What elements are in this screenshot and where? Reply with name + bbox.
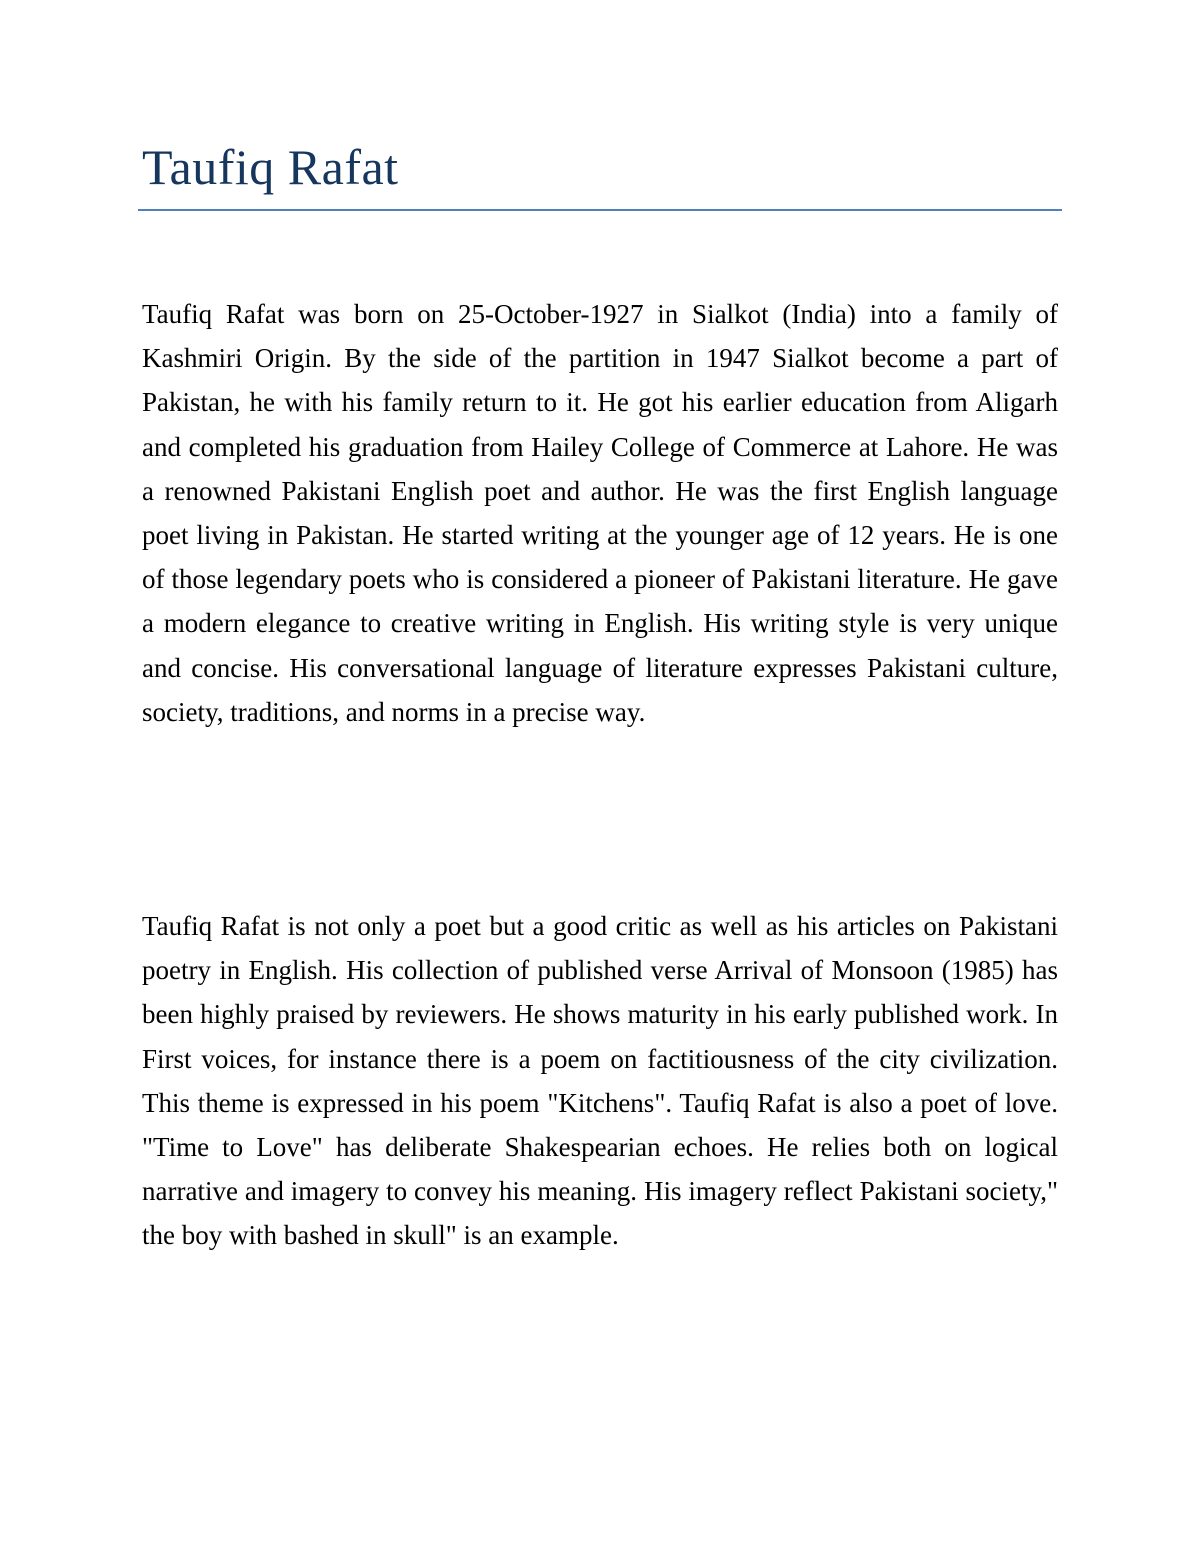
paragraph-biography: Taufiq Rafat was born on 25-October-1927 in Sialkot (India) into a family of Kashmiri Origin. By the side of the partition in 1947 Sialkot become a part of Pakistan, he with his family return to it. He got his earlier education from Aligarh and completed his graduation from Hailey College of Commerce at Lahore. He was a renowned Pakistani English poet and author. He was the first English language poet living in Pakistan. He started writing at the younger age of 12 years. He is one of those legendary poets who is considered a pioneer of Pakistani literature. He gave a modern elegance to creative writing in English. His writing style is very unique and concise. His conversational language of literature expresses Pakistani culture, society, traditions, and norms in a precise way. (142, 299, 1058, 727)
page-title: Taufiq Rafat (142, 139, 399, 195)
title-underline-divider (138, 209, 1062, 211)
paragraph-criticism: Taufiq Rafat is not only a poet but a good critic as well as his articles on Pakistani poetry in English. His collection of published verse Arrival of Monsoon (1985) has been highly praised by reviewers. He shows maturity in his early published work. In First voices, for instance there is a poem on factitiousness of the city civilization. This theme is expressed in his poem "Kitchens". Taufiq Rafat is also a poet of love. "Time to Love" has deliberate Shakespearian echoes. He relies both on logical narrative and imagery to convey his meaning. His imagery reflect Pakistani society," the boy with bashed in skull" is an example. (142, 911, 1058, 1251)
